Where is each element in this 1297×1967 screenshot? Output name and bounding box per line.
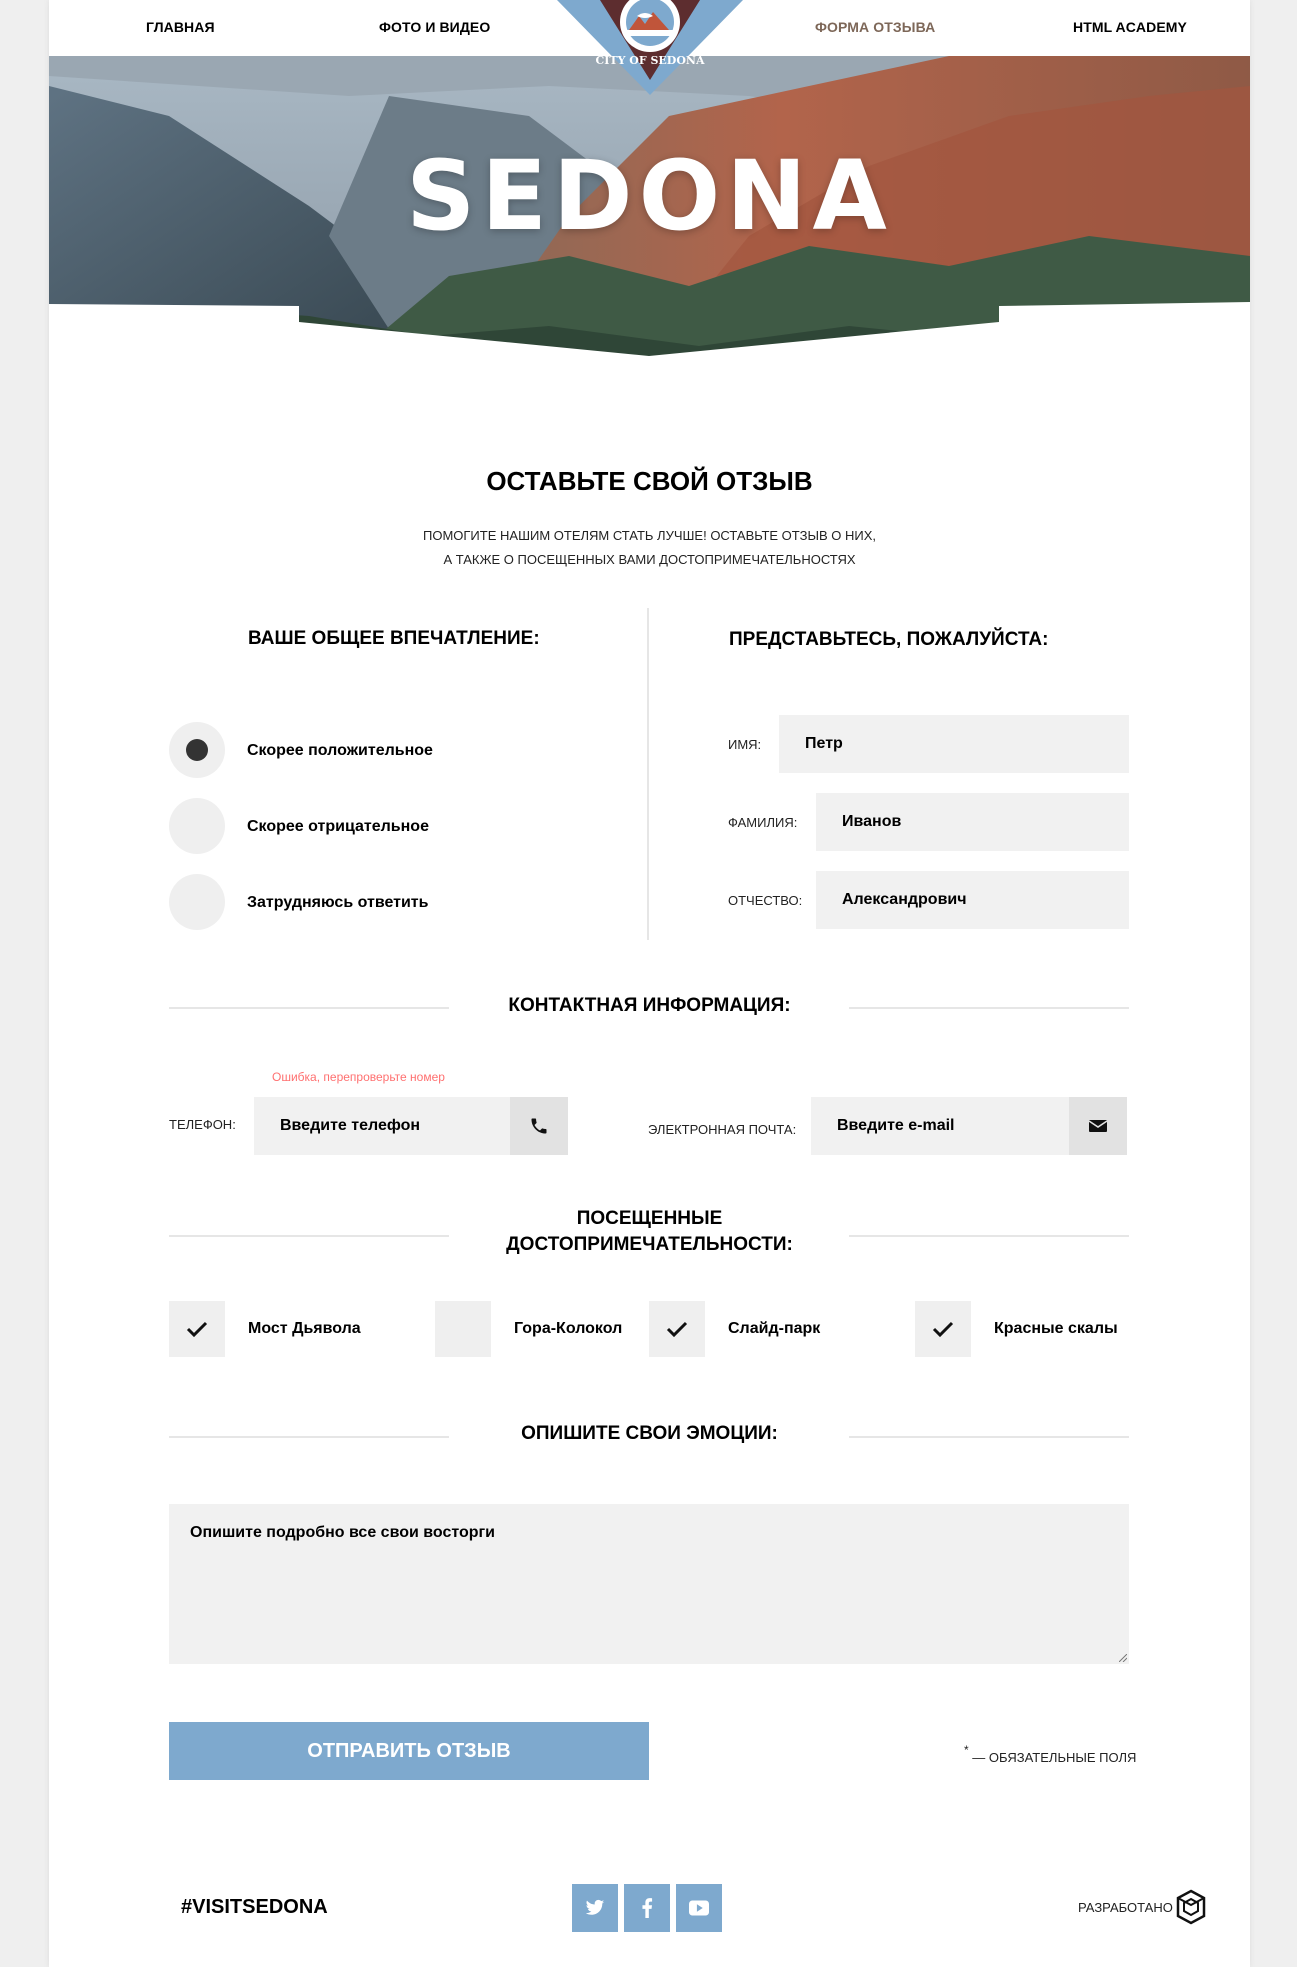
html-academy-logo-icon[interactable] [1176,1889,1206,1925]
column-divider [647,608,649,940]
hero-title: SEDONA [406,140,893,252]
radio-undecided[interactable] [169,874,225,930]
checkbox-slide-park[interactable] [649,1301,705,1357]
radio-checked-dot [186,739,208,761]
checkbox-red-rocks-label[interactable]: Красные скалы [994,1320,1118,1337]
envelope-icon [1088,1118,1108,1134]
name-label: ИМЯ: [728,737,762,752]
page-title: ОСТАВЬТЕ СВОЙ ОТЗЫВ [486,466,813,496]
phone-icon-box [510,1097,568,1155]
phone-error-message: Ошибка, перепроверьте номер [272,1070,445,1084]
surname-field[interactable]: Иванов [816,793,1129,851]
youtube-button[interactable] [676,1884,722,1932]
nav-photo-video-link[interactable]: ФОТО И ВИДЕО [379,19,491,35]
checkbox-devils-bridge-label[interactable]: Мост Дьявола [248,1320,361,1337]
page [49,0,1250,1967]
patronymic-label: ОТЧЕСТВО: [728,893,803,908]
impression-heading: ВАШЕ ОБЩЕЕ ВПЕЧАТЛЕНИЕ: [248,628,540,649]
email-input[interactable]: Введите e-mail [811,1097,1069,1155]
twitter-button[interactable] [572,1884,618,1932]
nav-html-academy-link[interactable]: HTML ACADEMY [1073,19,1187,35]
radio-positive[interactable] [169,722,225,778]
checkmark-icon [666,1320,688,1338]
nav-home-link[interactable]: ГЛАВНАЯ [146,19,215,35]
required-note-text: — ОБЯЗАТЕЛЬНЫЕ ПОЛЯ [972,1750,1137,1765]
facebook-icon [641,1898,653,1918]
resize-handle-icon[interactable] [1119,1654,1127,1662]
contacts-heading: КОНТАКТНАЯ ИНФОРМАЦИЯ: [508,995,791,1016]
required-fields-note [964,1743,1137,1765]
developed-by-label: РАЗРАБОТАНО [1078,1900,1173,1915]
facebook-button[interactable] [624,1884,670,1932]
youtube-icon [689,1900,709,1916]
checkbox-red-rocks[interactable] [915,1301,971,1357]
emotions-textarea[interactable] [169,1504,1129,1664]
required-star: * [964,1743,969,1757]
footer-hashtag: #VISITSEDONA [181,1896,328,1918]
intro-line-2: А ТАКЖЕ О ПОСЕЩЕННЫХ ВАМИ ДОСТОПРИМЕЧАТЕЛЬНОСТЯХ [443,552,856,567]
surname-label: ФАМИЛИЯ: [728,815,798,830]
identity-heading: ПРЕДСТАВЬТЕСЬ, ПОЖАЛУЙСТА: [729,629,1049,650]
checkbox-bell-rock[interactable] [435,1301,491,1357]
intro-line-1: ПОМОГИТЕ НАШИМ ОТЕЛЯМ СТАТЬ ЛУЧШЕ! ОСТАВЬТЕ ОТЗЫВ О НИХ, [423,528,876,543]
radio-undecided-label[interactable]: Затрудняюсь ответить [247,894,429,911]
phone-label: ТЕЛЕФОН: [169,1117,236,1132]
checkbox-slide-park-label[interactable]: Слайд-парк [728,1320,821,1337]
email-icon-box [1069,1097,1127,1155]
logo-text: CITY OF SEDONA [595,54,705,67]
emotions-textarea-placeholder: Опишите подробно все свои восторги [190,1524,496,1541]
sights-heading-line-1: ПОСЕЩЕННЫЕ [576,1208,723,1229]
checkbox-devils-bridge[interactable] [169,1301,225,1357]
hero-banner [49,56,1250,360]
radio-negative-label[interactable]: Скорее отрицательное [247,818,429,835]
checkmark-icon [932,1320,954,1338]
patronymic-field[interactable]: Александрович [816,871,1129,929]
phone-icon [529,1116,549,1136]
checkmark-icon [186,1320,208,1338]
nav-review-form-link[interactable]: ФОРМА ОТЗЫВА [815,19,936,35]
checkbox-bell-rock-label[interactable]: Гора-Колокол [514,1320,623,1337]
name-field[interactable]: Петр [779,715,1129,773]
sights-heading-line-2: ДОСТОПРИМЕЧАТЕЛЬНОСТИ: [506,1234,793,1255]
twitter-icon [585,1899,605,1917]
radio-negative[interactable] [169,798,225,854]
city-logo[interactable] [557,0,743,95]
phone-input[interactable]: Введите телефон [254,1097,510,1155]
radio-positive-label[interactable]: Скорее положительное [247,742,433,759]
submit-button[interactable]: ОТПРАВИТЬ ОТЗЫВ [169,1722,649,1780]
emotions-heading: ОПИШИТЕ СВОИ ЭМОЦИИ: [521,1423,778,1444]
email-label: ЭЛЕКТРОННАЯ ПОЧТА: [648,1122,797,1137]
